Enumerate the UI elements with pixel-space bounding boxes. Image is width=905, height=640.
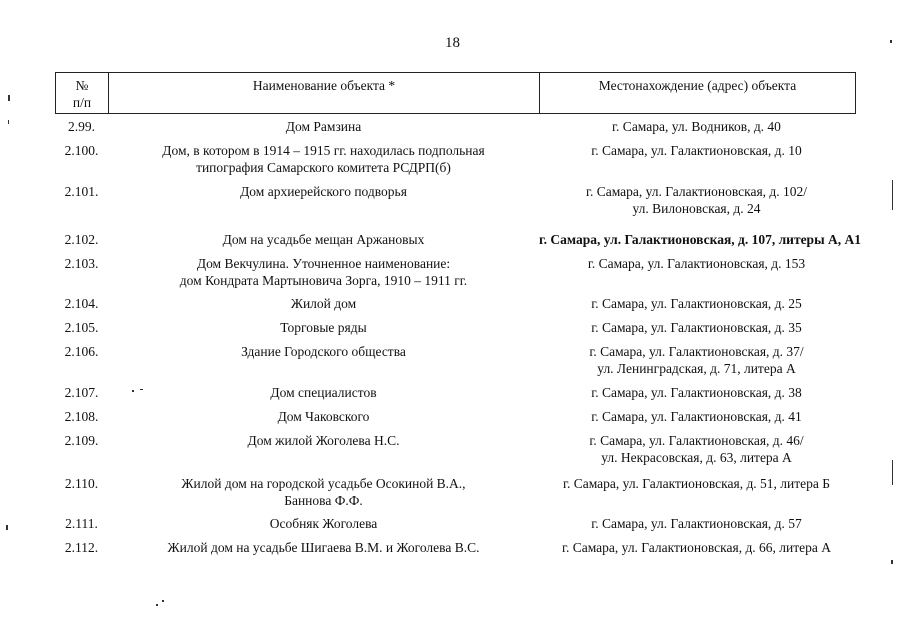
row-number: 2.108. (64, 409, 99, 424)
scan-speck (892, 180, 893, 210)
object-address: г. Самара, ул. Галактионовская, д. 25 (591, 296, 802, 311)
scan-speck (156, 604, 158, 606)
scan-speck (8, 95, 10, 101)
object-address: г. Самара, ул. Галактионовская, д. 153 (587, 256, 806, 271)
object-address: г. Самара, ул. Галактионовская, д. 57 (591, 516, 802, 531)
object-address: г. Самара, ул. Водников, д. 40 (612, 119, 781, 134)
object-name: Дом на усадьбе мещан Аржановых (222, 232, 425, 247)
header-number-cell (56, 73, 109, 113)
row-number: 2.109. (64, 433, 99, 448)
row-number: 2.102. (64, 232, 99, 247)
row-number: 2.107. (64, 385, 99, 400)
scan-speck (890, 40, 892, 43)
object-address: г. Самара, ул. Галактионовская, д. 66, литера А (561, 540, 832, 555)
object-address: г. Самара, ул. Галактионовская, д. 35 (591, 320, 802, 335)
object-address: г. Самара, ул. Галактионовская, д. 10 (591, 143, 802, 158)
object-name: Жилой дом (290, 296, 357, 311)
object-address: г. Самара, ул. Галактионовская, д. 46/ ул. Некрасовская, д. 63, литера А (589, 433, 804, 465)
table-header (55, 72, 856, 114)
row-number: 2.103. (64, 256, 99, 271)
header-number-abbr: п/п (72, 95, 92, 110)
row-number: 2.110. (64, 476, 99, 491)
object-name: Дом, в котором в 1914 – 1915 гг. находилась подпольная типография Самарского комитета РСДРП(б) (162, 143, 485, 175)
row-number: 2.101. (64, 184, 99, 199)
scan-speck (891, 560, 893, 564)
header-name-cell: Наименование объекта * (109, 73, 540, 113)
object-name: Торговые ряды (280, 320, 367, 335)
row-number: 2.100. (64, 143, 99, 158)
row-number: 2.99. (68, 119, 95, 134)
object-name: Особняк Жоголева (269, 516, 378, 531)
row-number: 2.106. (64, 344, 99, 359)
object-name: Дом специалистов (270, 385, 377, 400)
header-number-symbol: № (75, 78, 89, 93)
scan-speck (162, 600, 164, 602)
scan-speck (892, 460, 893, 485)
object-address: г. Самара, ул. Галактионовская, д. 107, литеры А, А1 (539, 232, 861, 247)
row-number: 2.105. (64, 320, 99, 335)
page-number: 18 (445, 35, 460, 51)
row-number: 2.111. (65, 516, 98, 531)
header-address-cell: Местонахождение (адрес) объекта (598, 78, 797, 93)
object-name: Дом Векчулина. Уточненное наименование: дом Кондрата Мартыновича Зорга, 1910 – 1911 гг. (179, 256, 468, 288)
scan-speck (8, 120, 9, 124)
scan-speck (6, 525, 8, 530)
object-name: Жилой дом на усадьбе Шигаева В.М. и Жоголева В.С. (167, 540, 480, 555)
object-name: Дом архиерейского подворья (240, 184, 407, 199)
object-name: Здание Городского общества (241, 344, 406, 359)
object-address: г. Самара, ул. Галактионовская, д. 51, литера Б (562, 476, 831, 491)
row-number: 2.112. (64, 540, 99, 555)
object-address: г. Самара, ул. Галактионовская, д. 37/ ул. Ленинградская, д. 71, литера А (589, 344, 804, 376)
object-address: г. Самара, ул. Галактионовская, д. 38 (591, 385, 802, 400)
row-number: 2.104. (64, 296, 99, 311)
object-name: Жилой дом на городской усадьбе Осокиной В.А., Баннова Ф.Ф. (181, 476, 466, 508)
object-address: г. Самара, ул. Галактионовская, д. 41 (591, 409, 802, 424)
object-name: Дом Рамзина (285, 119, 362, 134)
scan-speck (140, 389, 143, 390)
object-name: Дом Чаковского (277, 409, 370, 424)
object-address: г. Самара, ул. Галактионовская, д. 102/ ул. Вилоновская, д. 24 (585, 184, 808, 216)
object-name: Дом жилой Жоголева Н.С. (247, 433, 400, 448)
scan-speck (132, 390, 134, 392)
